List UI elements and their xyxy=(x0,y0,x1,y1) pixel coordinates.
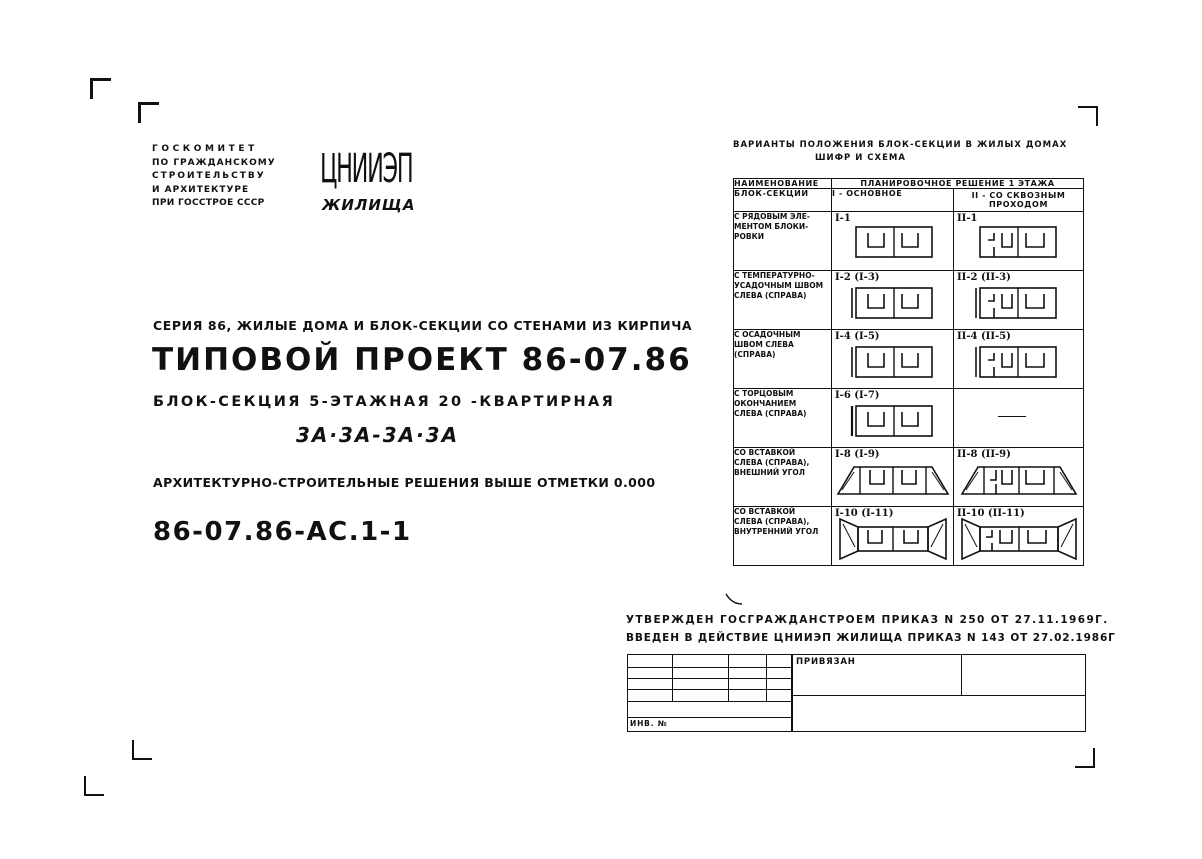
org-line-4: И АРХИТЕКТУРЕ xyxy=(152,184,250,195)
table-row xyxy=(734,212,1084,271)
row-name-line: (СПРАВА) xyxy=(734,350,776,359)
scheme-cell-through xyxy=(954,212,1084,271)
crop-mark-bottom-right xyxy=(1075,748,1095,768)
table-row xyxy=(734,271,1084,330)
scheme-code: I-1 xyxy=(835,213,851,224)
scheme-plan-basic xyxy=(832,330,954,388)
row-name xyxy=(734,212,832,271)
variants-heading-line-2: ШИФР И СХЕМА xyxy=(815,153,906,163)
col-header-name-1: НАИМЕНОВАНИЕ xyxy=(734,179,832,189)
table-row xyxy=(734,448,1084,507)
scheme-cell-basic xyxy=(832,507,954,566)
row-name-line: С ТОРЦОВЫМ xyxy=(734,389,794,398)
row-name xyxy=(734,389,832,448)
scheme-cell-basic xyxy=(832,448,954,507)
crop-mark-outer-top-left xyxy=(90,78,111,99)
org-line-5: ПРИ ГОССТРОЕ СССР xyxy=(152,198,265,208)
row-name-line: СЛЕВА (СПРАВА), xyxy=(734,458,810,467)
row-name-line: МЕНТОМ БЛОКИ- xyxy=(734,222,809,231)
scheme-cell-through xyxy=(954,389,1084,448)
scheme-cell-through xyxy=(954,271,1084,330)
scheme-plan-basic xyxy=(832,507,954,565)
section-formula: 3А·3А-3А·3А xyxy=(296,423,460,447)
not-applicable-dash xyxy=(998,416,1026,417)
scheme-code: I-10 (I-11) xyxy=(835,508,894,519)
scheme-plan-basic xyxy=(832,448,954,506)
series-title: СЕРИЯ 86, ЖИЛЫЕ ДОМА И БЛОК-СЕКЦИИ СО СТЕНАМИ ИЗ КИРПИЧА xyxy=(153,318,693,333)
crop-mark-top-left xyxy=(138,102,159,123)
scheme-plan-through xyxy=(954,448,1084,506)
scheme-cell-basic xyxy=(832,330,954,389)
variants-table xyxy=(733,178,1084,566)
row-name-line: РОВКИ xyxy=(734,232,764,241)
scheme-code: II-1 xyxy=(957,213,978,224)
row-name-line: СО ВСТАВКОЙ xyxy=(734,507,796,516)
organization-block xyxy=(152,143,276,211)
arch-title: АРХИТЕКТУРНО-СТРОИТЕЛЬНЫЕ РЕШЕНИЯ ВЫШЕ ОТМЕТКИ 0.000 xyxy=(153,475,656,490)
scheme-cell-through xyxy=(954,507,1084,566)
project-title: ТИПОВОЙ ПРОЕКТ 86-07.86 xyxy=(152,342,692,378)
stamp-attached-label: ПРИВЯЗАН xyxy=(796,657,856,667)
variants-heading xyxy=(733,139,1067,165)
row-name-line: ВНЕШНИЙ УГОЛ xyxy=(734,468,805,477)
scheme-cell-basic xyxy=(832,212,954,271)
scheme-cell-through xyxy=(954,330,1084,389)
scheme-plan-through xyxy=(954,330,1084,388)
title-stamp xyxy=(627,654,1086,732)
table-row xyxy=(734,389,1084,448)
scheme-code: I-8 (I-9) xyxy=(835,449,880,460)
scheme-code: II-4 (II-5) xyxy=(957,331,1011,342)
org-line-1: ГОСКОМИТЕТ xyxy=(152,144,258,154)
scheme-code: II-2 (II-3) xyxy=(957,272,1011,283)
row-name-line: УСАДОЧНЫМ ШВОМ xyxy=(734,281,824,290)
pen-mark xyxy=(724,592,744,606)
row-name-line: СЛЕВА (СПРАВА) xyxy=(734,291,807,300)
logo-sub: ЖИЛИЩА xyxy=(322,196,416,214)
org-line-2: ПО ГРАЖДАНСКОМУ xyxy=(152,157,276,168)
scheme-plan-through xyxy=(954,212,1084,270)
col-header-name-2: БЛОК-СЕКЦИИ xyxy=(734,189,832,212)
crop-mark-bottom-left xyxy=(132,740,152,760)
scheme-code: I-2 (I-3) xyxy=(835,272,880,283)
col-header-plan: ПЛАНИРОВОЧНОЕ РЕШЕНИЕ 1 ЭТАЖА xyxy=(832,179,1084,189)
row-name-line: С ТЕМПЕРАТУРНО- xyxy=(734,271,815,280)
scheme-code: I-4 (I-5) xyxy=(835,331,880,342)
row-name-line: СЛЕВА (СПРАВА) xyxy=(734,409,807,418)
scheme-plan-basic xyxy=(832,271,954,329)
row-name xyxy=(734,507,832,566)
table-row xyxy=(734,330,1084,389)
variants-heading-line-1: ВАРИАНТЫ ПОЛОЖЕНИЯ БЛОК-СЕКЦИИ В ЖИЛЫХ ДОМАХ xyxy=(733,140,1068,150)
row-name-line: СЛЕВА (СПРАВА), xyxy=(734,517,810,526)
row-name-line: ВНУТРЕННИЙ УГОЛ xyxy=(734,527,819,536)
scheme-cell-basic xyxy=(832,271,954,330)
col-header-basic: I - ОСНОВНОЕ xyxy=(832,189,954,212)
row-name-line: ШВОМ СЛЕВА xyxy=(734,340,794,349)
row-name xyxy=(734,448,832,507)
table-row xyxy=(734,507,1084,566)
scheme-plan-through xyxy=(954,507,1084,565)
scheme-plan-through xyxy=(954,271,1084,329)
row-name-line: ОКОНЧАНИЕМ xyxy=(734,399,797,408)
org-line-3: СТРОИТЕЛЬСТВУ xyxy=(152,171,266,181)
row-name-line: СО ВСТАВКОЙ xyxy=(734,448,796,457)
scheme-plan-basic xyxy=(832,389,954,447)
scheme-cell-through xyxy=(954,448,1084,507)
col-header-through-line-1: II - СО СКВОЗНЫМ xyxy=(971,191,1066,200)
logo-main: ЦНИИЭП xyxy=(320,146,413,192)
row-name-line: С РЯДОВЫМ ЭЛЕ- xyxy=(734,212,810,221)
scheme-code: II-8 (II-9) xyxy=(957,449,1011,460)
approval-line-1: УТВЕРЖДЕН ГОСГРАЖДАНСТРОЕМ ПРИКАЗ N 250 ОТ 27.11.1969Г. xyxy=(626,614,1109,626)
scheme-plan-basic xyxy=(832,212,954,270)
row-name-line: С ОСАДОЧНЫМ xyxy=(734,330,801,339)
approval-line-2: ВВЕДЕН В ДЕЙСТВИЕ ЦНИИЭП ЖИЛИЩА ПРИКАЗ N 143 ОТ 27.02.1986Г xyxy=(626,632,1116,644)
row-name xyxy=(734,271,832,330)
scheme-code: II-10 (II-11) xyxy=(957,508,1025,519)
col-header-through-line-2: ПРОХОДОМ xyxy=(988,200,1048,209)
crop-mark-top-right xyxy=(1078,106,1098,126)
block-section-title: БЛОК-СЕКЦИЯ 5-ЭТАЖНАЯ 20 -КВАРТИРНАЯ xyxy=(153,394,616,410)
col-header-through xyxy=(954,189,1084,212)
row-name xyxy=(734,330,832,389)
crop-mark-outer-bottom-left xyxy=(84,776,104,796)
scheme-cell-basic xyxy=(832,389,954,448)
stamp-inventory-label: ИНВ. № xyxy=(630,719,668,728)
scheme-code: I-6 (I-7) xyxy=(835,390,880,401)
drawing-code: 86-07.86-АС.1-1 xyxy=(153,517,412,547)
